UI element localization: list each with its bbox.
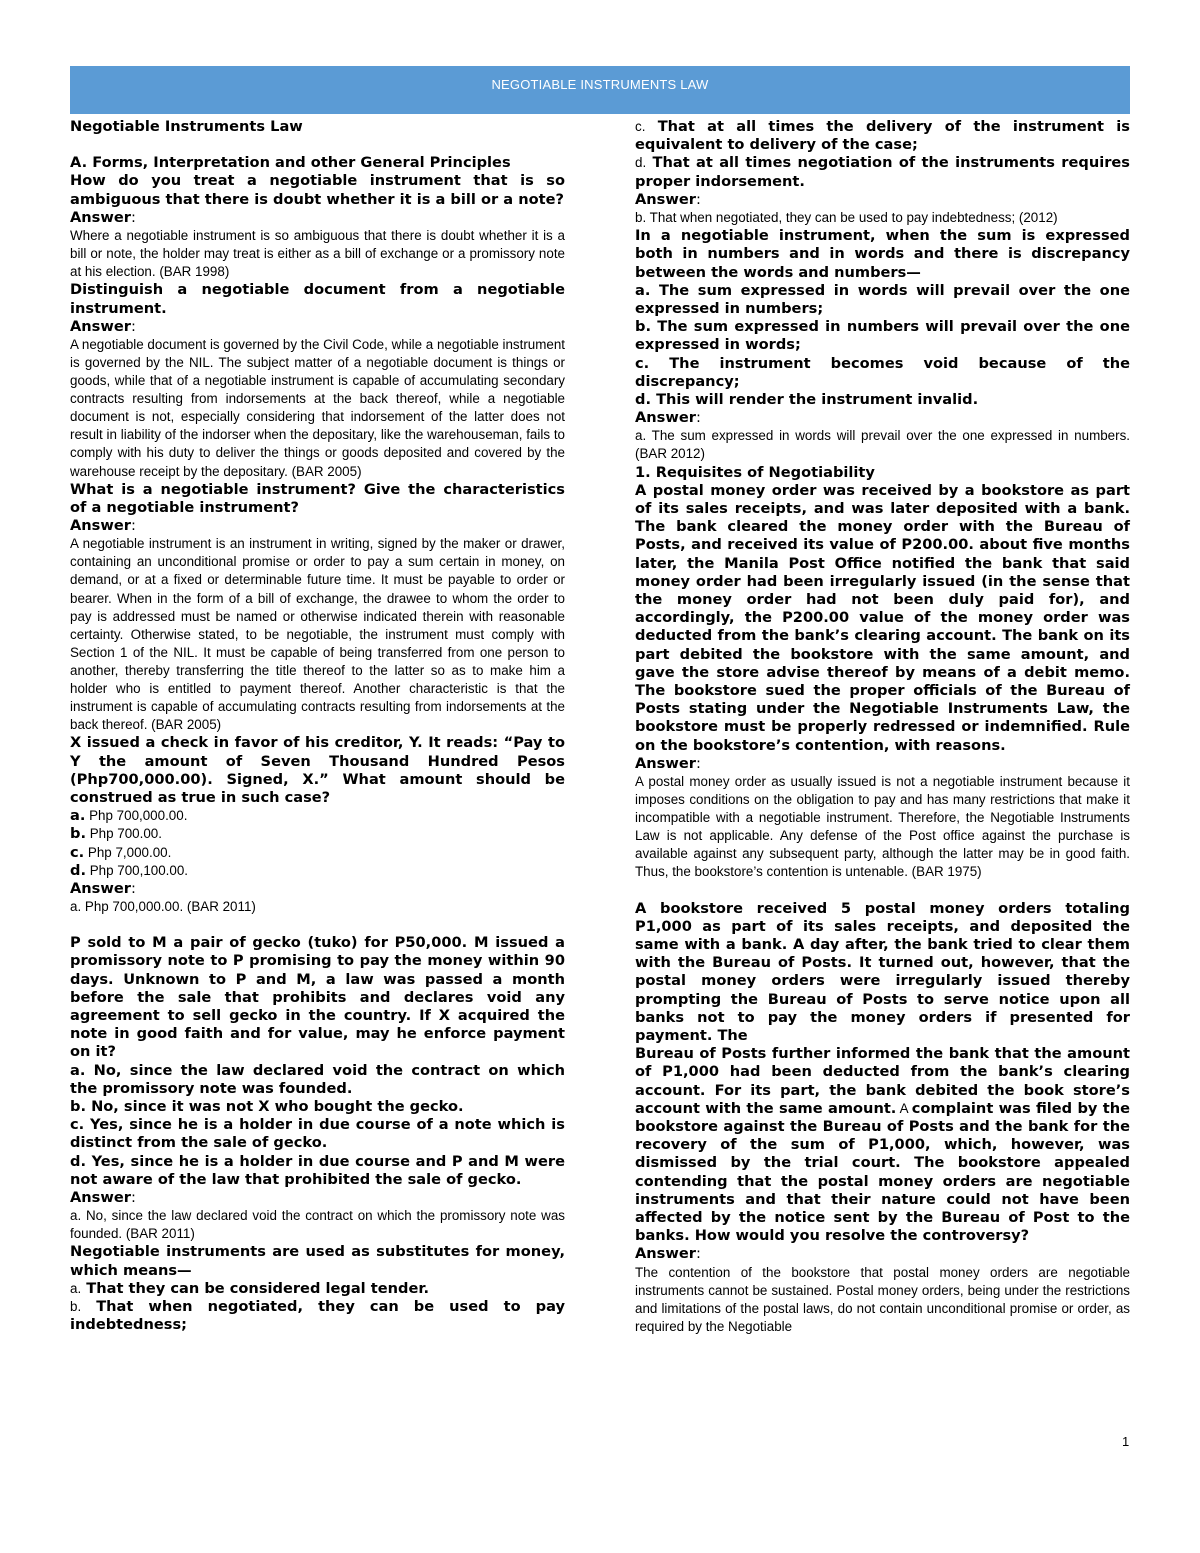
question-4: X issued a check in favor of his creditor, Y. It reads: “Pay to Y the amount of Seven Thousand Hundred Pesos (Php700,000.00). Signed, X.” What amount should be construed as true in such case?	[70, 734, 565, 806]
option-a: a. That they can be considered legal tender.	[70, 1279, 430, 1297]
option-c: c. That at all times the delivery of the instrument is equivalent to delivery of the case;	[635, 118, 1130, 154]
right-column	[635, 118, 1130, 1336]
answer-label: Answer:	[70, 517, 136, 535]
answer-1: Where a negotiable instrument is so ambiguous that there is doubt whether it is a bill or note, the holder may treat is either as a bill of exchange or a promissory note at his election. (BAR 1998)	[70, 228, 565, 280]
answer-label: Answer:	[635, 409, 701, 427]
answer-label: Answer:	[70, 208, 136, 226]
answer-label: Answer:	[635, 190, 701, 208]
question-1: How do you treat a negotiable instrument that is so ambiguous that there is doubt whether it is a bill or a note?	[70, 172, 565, 208]
question-2: Distinguish a negotiable document from a negotiable instrument.	[70, 281, 565, 317]
question-3: What is a negotiable instrument? Give the characteristics of a negotiable instrument?	[70, 480, 565, 516]
option-b: b. The sum expressed in numbers will prevail over the one expressed in words;	[635, 318, 1130, 354]
answer-label: Answer:	[635, 1245, 701, 1263]
answer-6: b. That when negotiated, they can be used to pay indebtedness; (2012)	[635, 210, 1058, 226]
option-d: d. This will render the instrument invalid.	[635, 390, 979, 408]
question-5: P sold to M a pair of gecko (tuko) for P50,000. M issued a promissory note to P promising to pay the money within 90 days. Unknown to P and M, a law was passed a month before the sale that prohibits and declares void any agreement to sell gecko in the country. If X acquired the note in good faith and for value, may he enforce payment on it?	[70, 934, 565, 1061]
answer-7: a. The sum expressed in words will prevail over the one expressed in numbers. (BAR 2012)	[635, 428, 1130, 462]
option-d: d. Yes, since he is a holder in due course and P and M were not aware of the law that prohibited the sale of gecko.	[70, 1152, 565, 1188]
option-c: c. Yes, since he is a holder in due course of a note which is distinct from the sale of gecko.	[70, 1116, 565, 1152]
section-heading-a: A. Forms, Interpretation and other General Principles	[70, 154, 511, 172]
option-d: d. Php 700,100.00.	[70, 861, 189, 879]
question-9-part-1: A bookstore received 5 postal money orders totaling P1,000 as part of its sales receipts, and deposited the same with a bank. A day after, the bank tried to clear them with the Bureau of Posts. It turned out, however, that the postal money orders were irregularly issued thereby prompting the Bureau of Posts to serve notice upon all banks not to pay the money orders if presented for payment. The	[635, 899, 1130, 1044]
left-column	[70, 118, 565, 1334]
running-header	[70, 66, 1130, 114]
question-9-part-2: Bureau of Posts further informed the bank that the amount of P1,000 had been deducted from the bank’s clearing account. For its part, the bank debited the book store’s account with the same amount. A complaint was filed by the bookstore against the Bureau of Posts and the bank for the recovery of the sum of P1,000, which, however, was dismissed by the trial court. The bookstore appealed contending that the postal money orders are negotiable instruments and that their nature could not have been affected by the notice sent by the Bureau of Post to the banks. How would you resolve the controversy?	[635, 1045, 1130, 1245]
option-c: c. Php 7,000.00.	[70, 843, 172, 861]
answer-2: A negotiable document is governed by the Civil Code, while a negotiable instrument is governed by the NIL. The subject matter of a negotiable document is things or goods, while that of a negotiable instrument is capable of accumulating secondary contracts resulting from indorsements at the back thereof, while a negotiable document is not, especially considering that indorsement of the latter does not result in liability of the indorser when the depositary, like the warehouseman, fails to comply with his duty to deliver the things or goods deposited and covered by the warehouse receipt by the depositary. (BAR 2005)	[70, 336, 566, 479]
option-a: a. No, since the law declared void the contract on which the promissory note was founded.	[70, 1061, 565, 1097]
answer-3: A negotiable instrument is an instrument in writing, signed by the maker or drawer, containing an unconditional promise or order to pay a sum certain in money, on demand, or at a fixed or determinable future time. It must be payable to order or bearer. When in the form of a bill of exchange, the drawee to whom the order to pay is addressed must be named or otherwise indicated therein with reasonable certainty. Otherwise stated, to be negotiable, the instrument must comply with Section 1 of the NIL. It must be capable of being transferred from one person to another, thereby transferring the title thereof to the latter so as to make him a holder who is entitled to payment thereof. Another characteristic is that the instrument is capable of accumulating contracts resulting from indorsements at the back thereof. (BAR 2005)	[70, 536, 565, 733]
option-b: b. Php 700.00.	[70, 825, 162, 843]
answer-9: The contention of the bookstore that postal money orders are negotiable instruments cannot be sustained. Postal money orders, being under the restrictions and limitations of the postal laws, do not contain unconditional promise or order, as required by the Negotiable	[635, 1264, 1130, 1334]
answer-label: Answer:	[70, 879, 136, 897]
section-heading-1: 1. Requisites of Negotiability	[635, 463, 875, 481]
answer-label: Answer:	[635, 754, 701, 772]
answer-label: Answer:	[70, 317, 136, 335]
option-a: a. Php 700,000.00.	[70, 807, 188, 825]
answer-8: A postal money order as usually issued is not a negotiable instrument because it imposes conditions on the obligation to pay and has many restrictions that make it incompatible with a negotiable instrument. Therefore, the Negotiable Instruments Law is not applicable. Any defense of the Post office against the purchase is available against any subsequent party, although the latter may be in good faith. Thus, the bookstore’s contention is untenable. (BAR 1975)	[635, 773, 1130, 880]
question-8: A postal money order was received by a bookstore as part of its sales receipts, and was later deposited with a bank. The bank cleared the money order with the Bureau of Posts, and received its value of P200.00. about five months later, the Manila Post Office notified the bank that said money order had been irregularly issued (in the sense that the money order had not been duly paid for), and accordingly, the P200.00 value of the money order was deducted from the bank’s clearing account. The bank on its part debited the bookstore with the same amount, and gave the store advise thereof by means of a debit memo. The bookstore sued the proper officials of the Bureau of Posts stating under the Negotiable Instruments Law, the bookstore must be properly redressed or indemnified. Rule on the bookstore’s contention, with reasons.	[635, 481, 1130, 754]
option-b: b. That when negotiated, they can be used to pay indebtedness;	[70, 1298, 565, 1334]
answer-label: Answer:	[70, 1189, 136, 1207]
page-number: 1	[1122, 1434, 1130, 1449]
question-6: Negotiable instruments are used as substitutes for money, which means—	[70, 1243, 565, 1279]
question-7: In a negotiable instrument, when the sum is expressed both in numbers and in words and there is discrepancy between the words and numbers—	[635, 227, 1130, 281]
option-b: b. No, since it was not X who bought the gecko.	[70, 1098, 464, 1116]
option-a: a. The sum expressed in words will prevail over the one expressed in numbers;	[635, 281, 1130, 317]
answer-4: a. Php 700,000.00. (BAR 2011)	[70, 899, 256, 915]
answer-5: a. No, since the law declared void the contract on which the promissory note was founded. (BAR 2011)	[70, 1208, 565, 1242]
document-title: Negotiable Instruments Law	[70, 118, 303, 135]
option-c: c. The instrument becomes void because of the discrepancy;	[635, 354, 1130, 390]
option-d: d. That at all times negotiation of the instruments requires proper indorsement.	[635, 154, 1130, 190]
running-header-title: NEGOTIABLE INSTRUMENTS LAW	[491, 77, 709, 92]
